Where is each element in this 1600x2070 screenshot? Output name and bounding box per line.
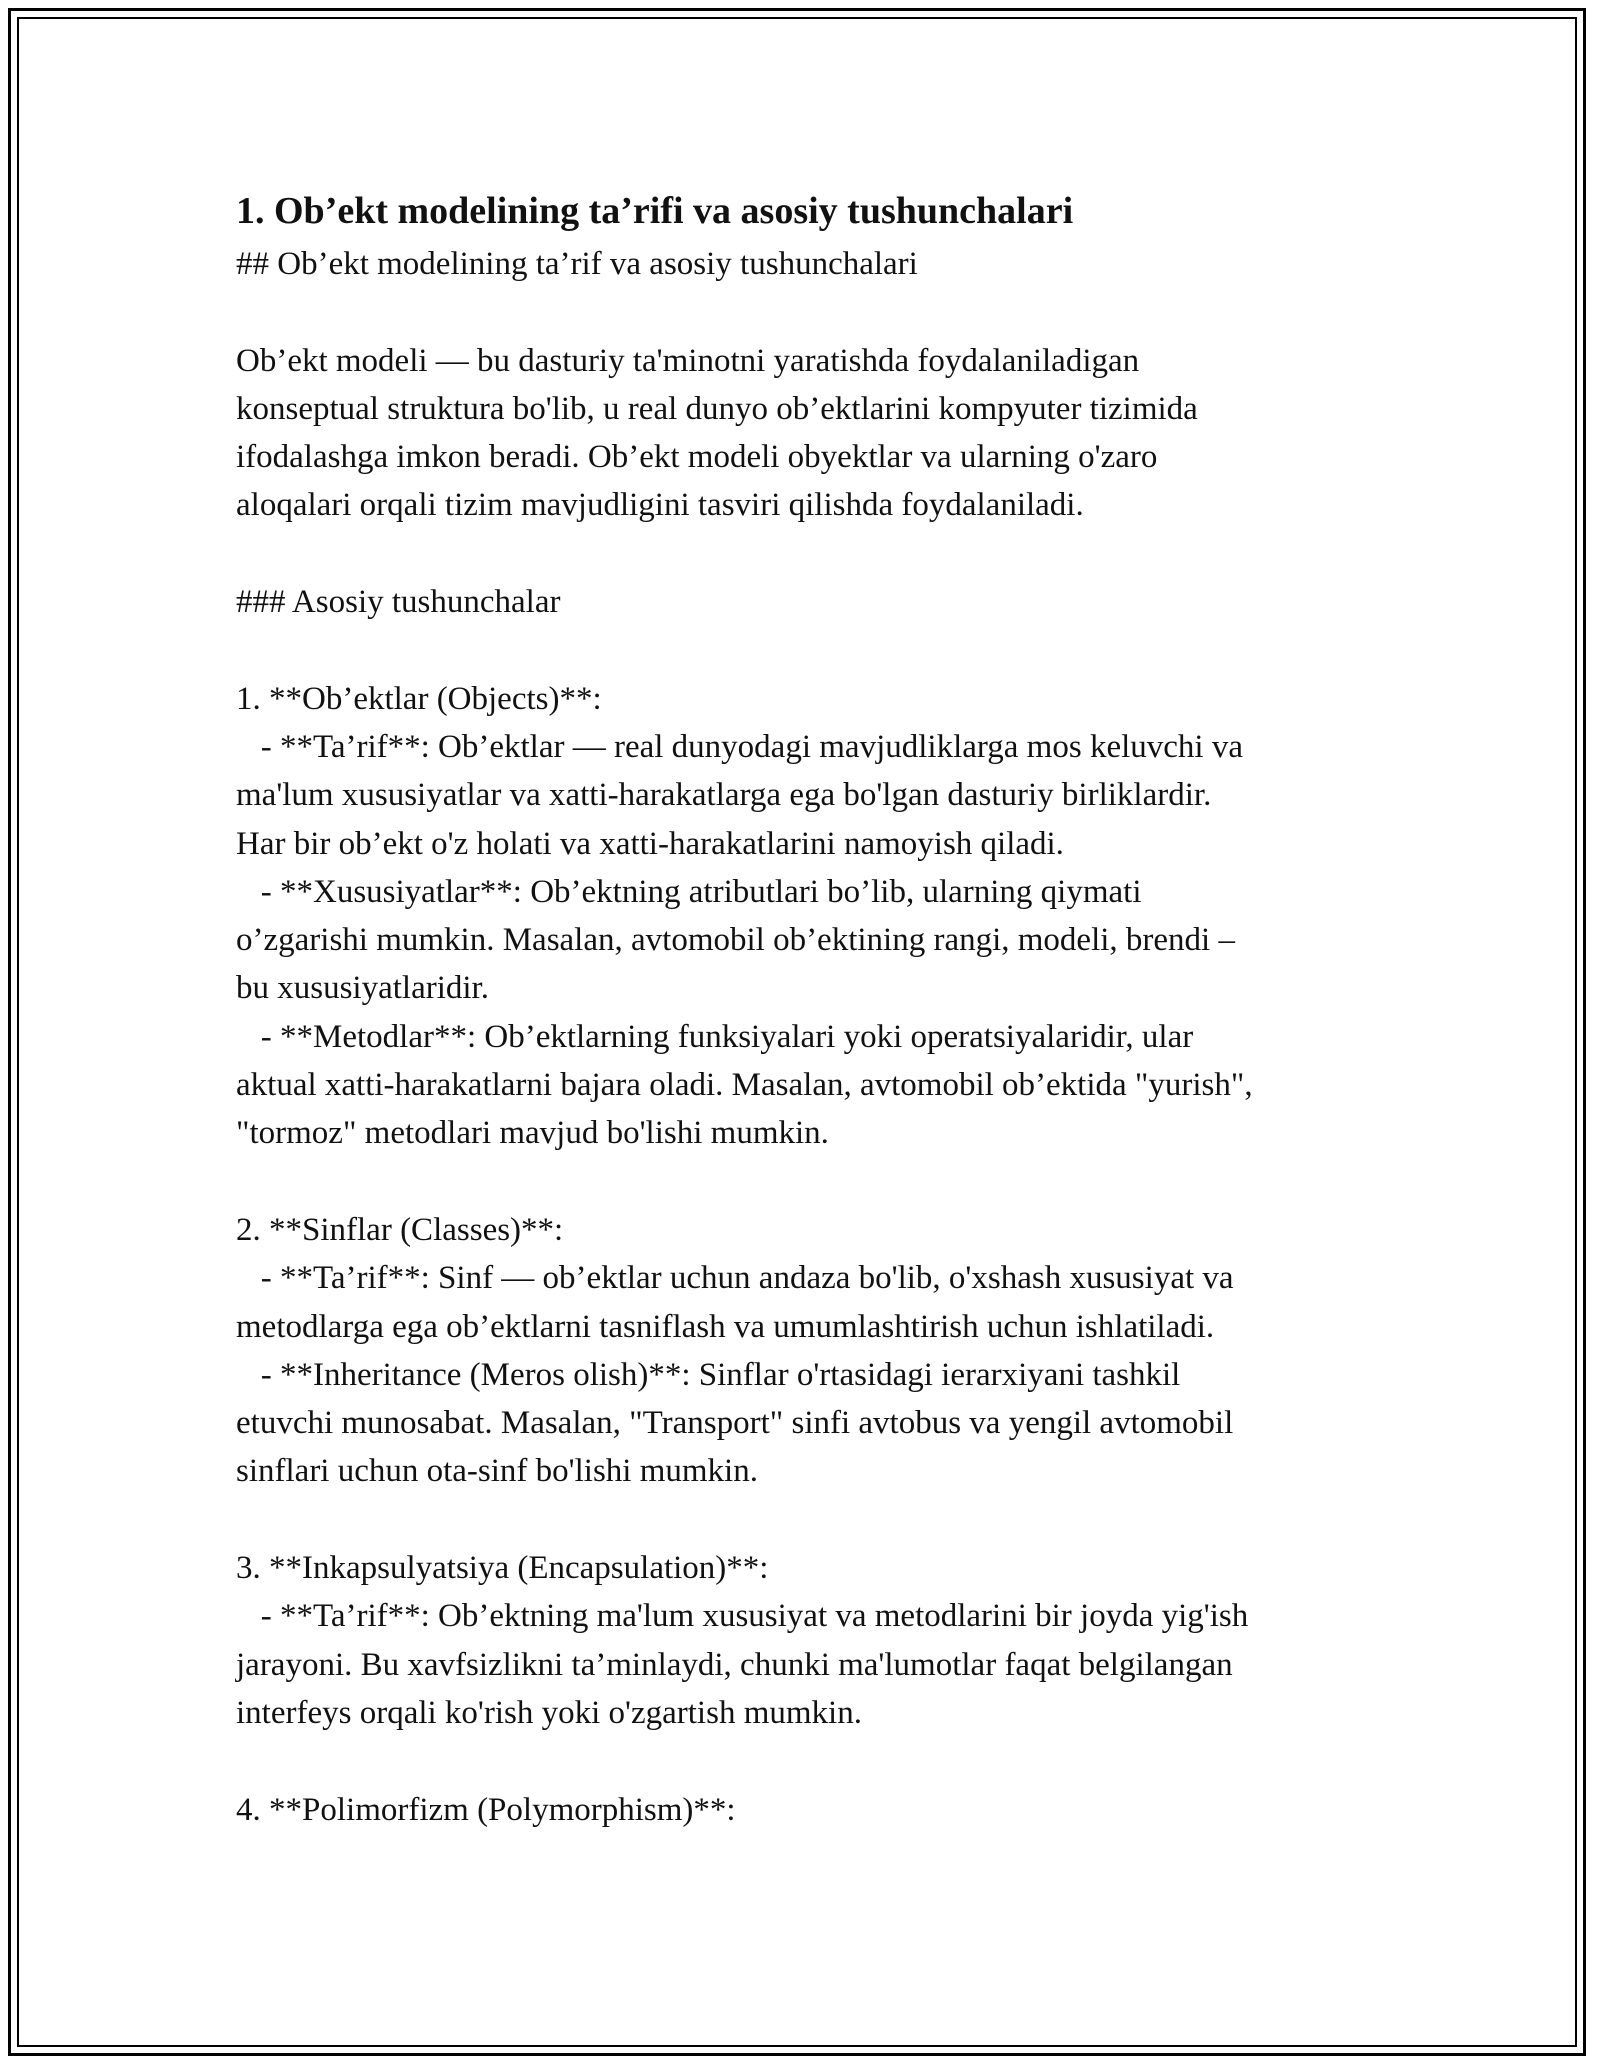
list-item-line: metodlarga ega ob’ektlarni tasniflash va umumlashtirish uchun ishlatiladi.	[236, 1308, 1215, 1345]
list-item-line: ma'lum xususiyatlar va xatti-harakatlarga ega bo'lgan dasturiy birliklardir.	[236, 777, 1212, 814]
list-item-encapsulation	[236, 1544, 1386, 1737]
list-item-line: - **Ta’rif**: Ob’ektning ma'lum xususiyat va metodlarini bir joyda yig'ish	[236, 1598, 1249, 1635]
blank-line	[236, 1737, 1386, 1785]
intro-line: aloqalari orqali tizim mavjudligini tasviri qilishda foydalaniladi.	[236, 487, 1084, 524]
list-item-line: etuvchi munosabat. Masalan, "Transport" sinfi avtobus va yengil avtomobil	[236, 1405, 1234, 1442]
list-item-line: - **Xususiyatlar**: Ob’ektning atributlari bo’lib, ularning qiymati	[236, 873, 1142, 910]
blank-line	[236, 530, 1386, 578]
list-item-line: aktual xatti-harakatlarni bajara oladi. Masalan, avtomobil ob’ektida "yurish",	[236, 1067, 1253, 1104]
list-item-line: - **Inheritance (Meros olish)**: Sinflar o'rtasidagi ierarxiyani tashkil	[236, 1356, 1181, 1393]
document-body	[236, 186, 1386, 1834]
blank-line	[236, 626, 1386, 674]
list-item-line: - **Ta’rif**: Ob’ektlar — real dunyodagi mavjudliklarga mos keluvchi va	[236, 728, 1243, 765]
intro-line: ifodalashga imkon beradi. Ob’ekt modeli obyektlar va ularning o'zaro	[236, 439, 1158, 476]
list-item-line: - **Ta’rif**: Sinf — ob’ektlar uchun andaza bo'lib, o'xshash xususiyat va	[236, 1260, 1234, 1297]
intro-paragraph	[236, 337, 1386, 530]
blank-line	[236, 1158, 1386, 1206]
list-item-line: 1. **Ob’ektlar (Objects)**:	[236, 680, 602, 717]
list-item-line: interfeys orqali ko'rish yoki o'zgartish mumkin.	[236, 1694, 862, 1731]
document-title: 1. Ob’ekt modelining ta’rifi va asosiy tushunchalari	[236, 190, 1074, 232]
blank-line	[236, 1496, 1386, 1544]
list-item-line: jarayoni. Bu xavfsizlikni ta’minlaydi, chunki ma'lumotlar faqat belgilangan	[236, 1646, 1233, 1683]
list-item-line: o’zgarishi mumkin. Masalan, avtomobil ob’ektining rangi, modeli, brendi –	[236, 922, 1235, 959]
list-item-polymorphism	[236, 1786, 1386, 1834]
list-item-line: "tormoz" metodlari mavjud bo'lishi mumkin.	[236, 1115, 829, 1152]
list-item-line: Har bir ob’ekt o'z holati va xatti-harakatlarini namoyish qiladi.	[236, 825, 1064, 862]
list-item-line: 4. **Polimorfizm (Polymorphism)**:	[236, 1791, 736, 1828]
list-item-objects	[236, 675, 1386, 1158]
section-heading: ### Asosiy tushunchalar	[236, 584, 561, 621]
list-item-line: sinflari uchun ota-sinf bo'lishi mumkin.	[236, 1453, 758, 1490]
list-item-line: bu xususiyatlaridir.	[236, 970, 489, 1007]
intro-line: Ob’ekt modeli — bu dasturiy ta'minotni yaratishda foydalaniladigan	[236, 342, 1140, 379]
intro-line: konseptual struktura bo'lib, u real dunyo ob’ektlarini kompyuter tizimida	[236, 390, 1198, 427]
blank-line	[236, 288, 1386, 336]
list-item-line: 2. **Sinflar (Classes)**:	[236, 1211, 564, 1248]
list-item-line: 3. **Inkapsulyatsiya (Encapsulation)**:	[236, 1550, 769, 1587]
list-item-classes	[236, 1206, 1386, 1496]
list-item-line: - **Metodlar**: Ob’ektlarning funksiyalari yoki operatsiyalaridir, ular	[236, 1018, 1194, 1055]
subheading: ## Ob’ekt modelining ta’rif va asosiy tushunchalari	[236, 246, 918, 282]
